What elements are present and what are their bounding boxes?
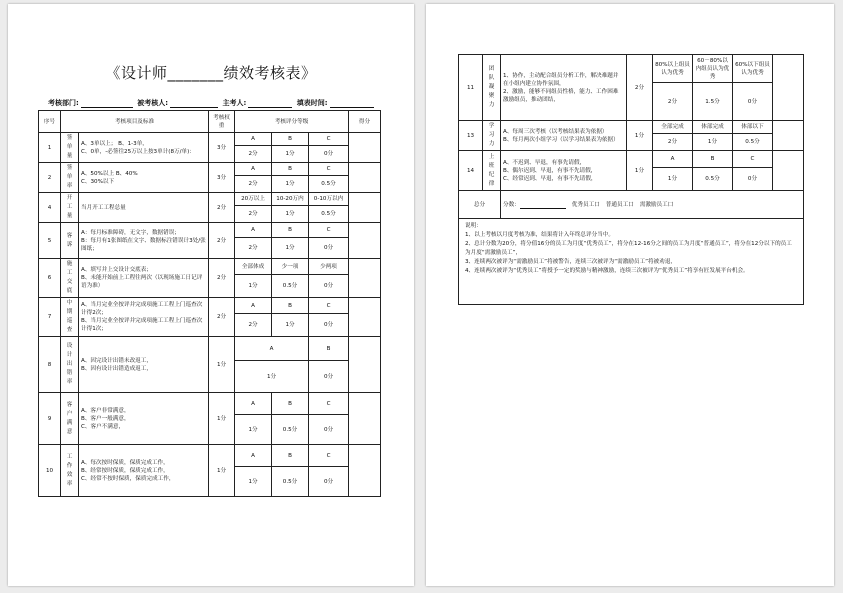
table-row [459, 151, 804, 168]
item-weight: 1分 [209, 393, 235, 445]
criteria-line: B、当月完业全按评并完成项施工工程上门巡查次计得1次； [81, 318, 203, 332]
grade-points: 0分 [733, 168, 773, 191]
criteria-line: C、30%以下 [81, 178, 115, 185]
rating-option[interactable]: 优秀员工口 [571, 201, 600, 208]
item-weight: 1分 [209, 445, 235, 497]
header-score: 得分 [349, 111, 381, 133]
grade-label: 20万以上 [235, 193, 272, 206]
row-number: 2 [39, 163, 61, 193]
notes-heading: 说明： [465, 223, 482, 229]
grade-points: 0.5分 [272, 415, 309, 445]
criteria-line: A、50%以上 B、40% [81, 170, 138, 177]
time-blank[interactable] [330, 100, 374, 108]
item-criteria [79, 223, 209, 259]
score-cell[interactable] [349, 298, 381, 337]
grade-label: B [309, 337, 349, 361]
criteria-line: A：每月标准障碍，无文字，数据错误； [81, 229, 180, 236]
document-page-1 [8, 4, 414, 586]
grade-label: C [309, 393, 349, 415]
criteria-line: B、因有设计出错造成返工， [81, 365, 152, 372]
score-cell[interactable] [349, 445, 381, 497]
grade-label: C [309, 298, 349, 314]
grade-points: 1分 [272, 238, 309, 259]
note-item: 3、连续两次被评为“需激励员工”将被警告，连续三次被评为“需激励员工”将被劝退， [465, 259, 676, 265]
item-weight: 2分 [209, 223, 235, 259]
item-weight: 3分 [209, 163, 235, 193]
grade-label: C [309, 163, 349, 176]
item-weight: 2分 [209, 193, 235, 223]
score-cell[interactable] [349, 163, 381, 193]
grade-points: 1.5分 [693, 83, 733, 121]
item-criteria [79, 193, 209, 223]
criteria-line: A、填写并上交设计交底表； [81, 267, 152, 273]
table-row [39, 298, 381, 314]
score-cell[interactable] [349, 223, 381, 259]
assessee-label: 被考核人: [137, 99, 169, 107]
item-weight: 3分 [209, 133, 235, 163]
grade-label: B [272, 393, 309, 415]
table-row [39, 133, 381, 146]
grade-label: A [235, 393, 272, 415]
grade-points: 1分 [653, 168, 693, 191]
form-meta-line [48, 98, 388, 108]
note-item: 4、连续两次被评为“优秀员工”将授予一定的奖励与精神激励，连续三次被评为“优秀员工”将享有匠发展平台机会。 [465, 268, 749, 274]
row-number: 9 [39, 393, 61, 445]
grade-points: 1分 [235, 361, 309, 393]
grade-points: 1分 [272, 176, 309, 193]
item-weight: 1分 [209, 337, 235, 393]
criteria-line: A、3单以上； B、1-3单， [81, 140, 148, 147]
header-no: 序号 [39, 111, 61, 133]
document-page-2 [426, 4, 834, 586]
grade-points: 1分 [235, 275, 272, 298]
assessor-label: 主考人: [222, 99, 247, 107]
table-row [39, 163, 381, 176]
grade-label: C [309, 445, 349, 467]
grade-points: 1分 [272, 206, 309, 223]
table-row [39, 393, 381, 415]
criteria-line: A、每周三次考核（以考核结果表为依据） [503, 128, 608, 135]
grade-points: 0分 [309, 275, 349, 298]
appraisal-table-page-2 [458, 54, 804, 305]
item-weight: 1分 [627, 151, 653, 191]
row-number: 8 [39, 337, 61, 393]
grade-label: 全部完成 [653, 121, 693, 134]
grade-label: 0-10万以内 [309, 193, 349, 206]
row-number: 5 [39, 223, 61, 259]
criteria-line: B、客户一般满意， [81, 415, 130, 422]
grade-points: 1分 [235, 467, 272, 497]
document-title: 《设计师_______绩效考核表》 [105, 64, 317, 82]
row-number: 10 [39, 445, 61, 497]
table-row [39, 223, 381, 238]
item-name: 团 队 凝 聚 力 [483, 55, 501, 121]
row-number: 4 [39, 193, 61, 223]
grade-label: B [272, 133, 309, 146]
grade-points: 2分 [235, 145, 272, 162]
score-cell[interactable] [349, 259, 381, 298]
grade-points: 1分 [272, 145, 309, 162]
grade-points: 0.5分 [272, 467, 309, 497]
grade-label: 60－80%以内组员认为优秀 [693, 55, 733, 83]
grade-points: 0.5分 [733, 133, 773, 150]
grade-label: 体部以下 [733, 121, 773, 134]
criteria-line: B、偶尔迟到、早退，有事不先请假， [503, 167, 597, 174]
grade-label: C [309, 223, 349, 238]
item-name: 客 诉 [61, 223, 79, 259]
item-name: 签 单 量 [61, 133, 79, 163]
assessee-blank[interactable] [170, 100, 218, 108]
item-weight: 2分 [209, 298, 235, 337]
item-name: 工 作 效 率 [61, 445, 79, 497]
criteria-line: A、不迟到、早退，有事先请假， [503, 159, 586, 166]
grade-points: 2分 [235, 238, 272, 259]
grade-points: 0.5分 [693, 168, 733, 191]
item-weight: 2分 [209, 259, 235, 298]
grade-label: A [235, 133, 272, 146]
row-number: 1 [39, 133, 61, 163]
criteria-line: A、客户非常满意， [81, 407, 130, 414]
item-criteria [79, 337, 209, 393]
item-criteria [501, 121, 627, 151]
grade-points: 1分 [272, 314, 309, 337]
grade-label: 80%以上组员认为优秀 [653, 55, 693, 83]
item-weight: 2分 [627, 55, 653, 121]
header-item: 考核项目及标准 [61, 111, 209, 133]
table-row [39, 445, 381, 467]
note-item: 1、以上考核以月度考核为准，结果将计入年终总评分当中。 [465, 232, 614, 238]
grade-label: A [235, 223, 272, 238]
item-name: 开 工 量 [61, 193, 79, 223]
item-name: 设 计 出 错 率 [61, 337, 79, 393]
grade-label: B [272, 445, 309, 467]
criteria-line: 当月开工工程总量 [81, 204, 126, 211]
item-name: 签 单 率 [61, 163, 79, 193]
score-cell[interactable] [349, 193, 381, 223]
score-cell[interactable] [773, 121, 804, 151]
criteria-line: 2、激励，能够不同组员性格，能力、工作困难激励组员，推动团结， [503, 88, 619, 103]
dept-blank[interactable] [81, 100, 133, 108]
grade-points: 1分 [235, 415, 272, 445]
criteria-line: A、因完设计出错未改返工， [81, 357, 152, 364]
grade-points: 0分 [733, 83, 773, 121]
item-name: 施 工 交 底 [61, 259, 79, 298]
table-row [39, 259, 381, 275]
score-cell[interactable] [349, 393, 381, 445]
row-number: 13 [459, 121, 483, 151]
item-criteria [79, 259, 209, 298]
assessor-blank[interactable] [248, 100, 292, 108]
grade-points: 2分 [235, 176, 272, 193]
grade-label: 体部完成 [693, 121, 733, 134]
item-criteria [79, 163, 209, 193]
header-grade: 考核评分等级 [235, 111, 349, 133]
criteria-line: C、经常不按时保质，保质完成工作， [81, 475, 175, 482]
grade-points: 0分 [309, 145, 349, 162]
row-number: 14 [459, 151, 483, 191]
score-label: 分数： [503, 201, 520, 208]
grade-label: B [272, 163, 309, 176]
grade-label: B [272, 298, 309, 314]
criteria-line: A、每次按时保质，保质完成工作， [81, 459, 169, 466]
criteria-line: A、当月完业全按评并完成项施工工程上门巡查次计得2次； [81, 302, 203, 316]
item-criteria [79, 298, 209, 337]
grade-label: B [693, 151, 733, 168]
row-number: 11 [459, 55, 483, 121]
item-criteria [79, 445, 209, 497]
grade-points: 2分 [653, 133, 693, 150]
score-cell[interactable] [773, 151, 804, 191]
item-name: 学 习 力 [483, 121, 501, 151]
item-criteria [79, 133, 209, 163]
grade-points: 0.5分 [309, 176, 349, 193]
item-name: 上 班 纪 律 [483, 151, 501, 191]
row-number: 7 [39, 298, 61, 337]
grade-label: 全部体成 [235, 259, 272, 275]
row-number: 6 [39, 259, 61, 298]
grade-points: 0分 [309, 238, 349, 259]
criteria-line: 1、协作，主动配合组员分析工作，解决难题并在小组内建立协作氛围， [503, 72, 619, 87]
time-label: 填表时间: [296, 99, 328, 107]
table-row [459, 55, 804, 83]
item-criteria [79, 393, 209, 445]
item-name: 客 户 满 意 [61, 393, 79, 445]
grade-points: 2分 [235, 206, 272, 223]
table-header-row [39, 111, 381, 133]
grade-points: 0分 [309, 467, 349, 497]
item-name: 中 期 巡 查 [61, 298, 79, 337]
score-cell[interactable] [773, 55, 804, 121]
total-score-cell [501, 191, 804, 219]
table-row [459, 121, 804, 134]
grade-label: B [272, 223, 309, 238]
table-row [39, 193, 381, 206]
grade-label: 少一项 [272, 259, 309, 275]
grade-label: A [235, 445, 272, 467]
notes-cell [459, 219, 804, 305]
score-blank[interactable] [520, 202, 566, 209]
criteria-line: B：每月有1张图纸在文字、数据标注错误计3处/张图纸； [81, 237, 206, 252]
criteria-line: C、经常迟到、早退，有事不先请假， [503, 175, 597, 182]
grade-label: 少两项 [309, 259, 349, 275]
grade-label: A [653, 151, 693, 168]
total-label: 总分 [459, 191, 501, 219]
total-row [459, 191, 804, 219]
header-weight: 考核权重 [209, 111, 235, 133]
grade-points: 1分 [693, 133, 733, 150]
criteria-line: B、未能开始前上工程往两次（以现场施工日记评语为准） [81, 275, 203, 289]
grade-points: 2分 [653, 83, 693, 121]
appraisal-table-page-1 [38, 110, 381, 497]
rating-option[interactable]: 需激励员工口 [639, 201, 674, 208]
grade-label: A [235, 298, 272, 314]
criteria-line: C、客户不满意， [81, 423, 125, 430]
grade-points: 0.5分 [309, 206, 349, 223]
grade-label: A [235, 163, 272, 176]
grade-points: 0分 [309, 314, 349, 337]
grade-label: 10-20万内 [272, 193, 309, 206]
score-cell[interactable] [349, 133, 381, 163]
criteria-line: B、每月两次小组学习（以学习结果表为依据） [503, 136, 619, 143]
grade-label: A [235, 337, 309, 361]
table-row [39, 337, 381, 361]
item-weight: 1分 [627, 121, 653, 151]
note-item: 2、总计分数为20分，将分值16分的员工为月度“优秀员工”，将分在12-16分之间的员工为月度“普通员工”，将分在12分以下的员工为月度“需激励员工”， [465, 241, 792, 256]
grade-label: C [733, 151, 773, 168]
grade-label: 60%以下组员认为优秀 [733, 55, 773, 83]
criteria-line: C、0单，-必签往25万以上按3单计(8万/单)： [81, 148, 195, 155]
grade-points: 0分 [309, 361, 349, 393]
grade-points: 0.5分 [272, 275, 309, 298]
rating-option[interactable]: 普通员工口 [605, 201, 634, 208]
item-criteria [501, 151, 627, 191]
score-cell[interactable] [349, 337, 381, 393]
item-criteria [501, 55, 627, 121]
grade-points: 0分 [309, 415, 349, 445]
criteria-line: B、经常按时保质，保质完成工作， [81, 467, 169, 474]
dept-label: 考核部门: [48, 99, 79, 107]
grade-points: 2分 [235, 314, 272, 337]
grade-label: C [309, 133, 349, 146]
notes-row [459, 219, 804, 305]
